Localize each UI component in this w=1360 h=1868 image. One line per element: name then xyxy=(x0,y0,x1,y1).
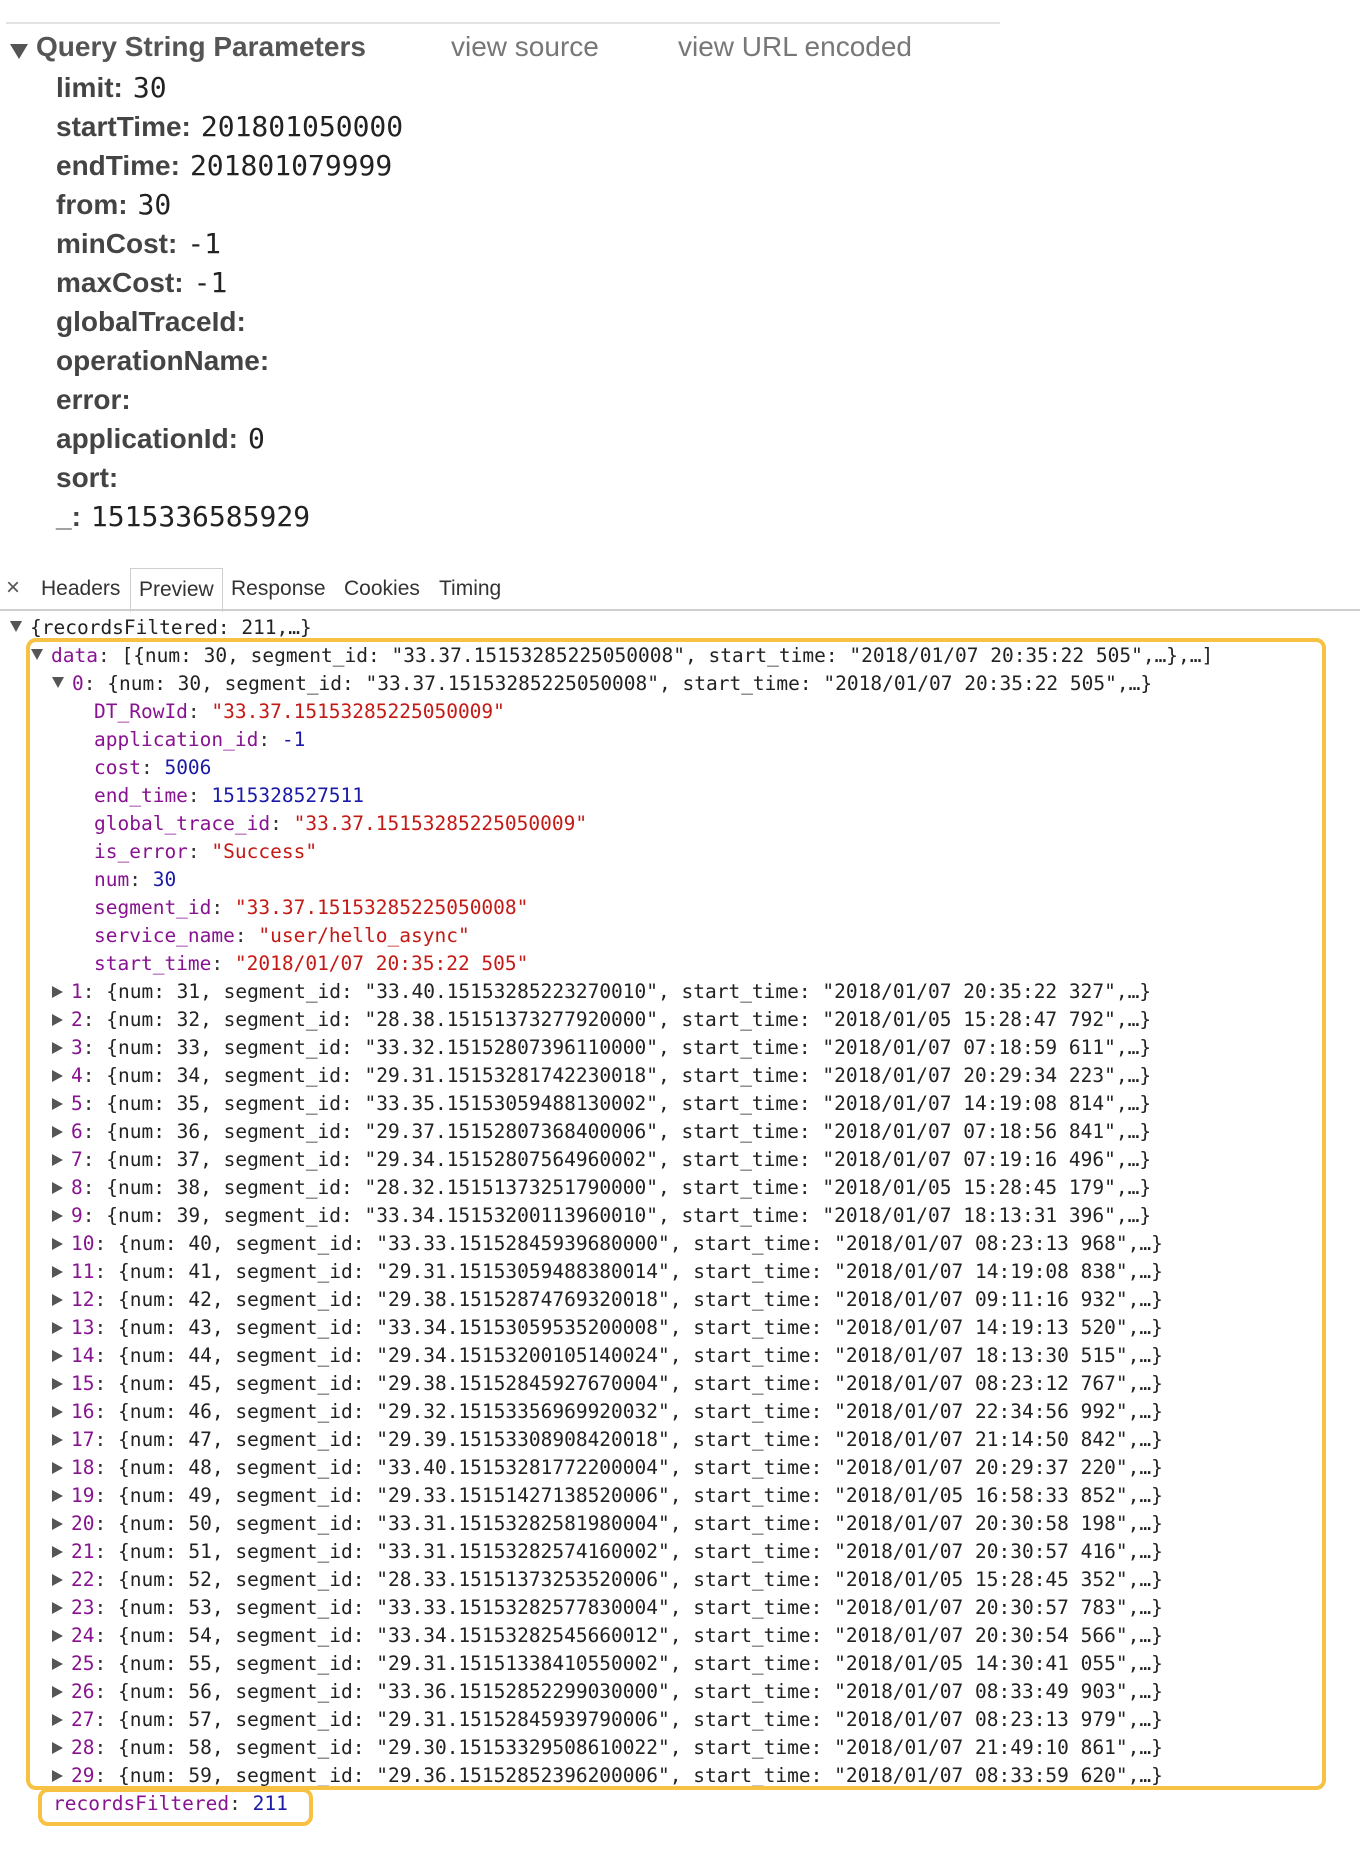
json-key: num xyxy=(94,868,130,891)
json-field-row: segment_id: "33.37.15153285225050008" xyxy=(94,896,529,919)
query-param-value: -1 xyxy=(187,227,222,260)
query-param-row xyxy=(56,146,403,185)
query-param-row xyxy=(56,419,403,458)
json-data-row[interactable]: data: [{num: 30, segment_id: "33.37.15153285225050008", start_time: "2018/01/07 20:35:22 505",…},…] xyxy=(31,642,1213,670)
json-item-summary: {num: 58, segment_id: "29.30.15153329508610022", start_time: "2018/01/07 21:49:10 861",…} xyxy=(117,1736,1163,1759)
query-param-key: limit: xyxy=(56,71,123,103)
query-param-key: operationName: xyxy=(56,344,270,376)
json-item-summary: {num: 45, segment_id: "29.38.15152845927670004", start_time: "2018/01/07 08:23:12 767",…} xyxy=(117,1372,1163,1395)
json-key: start_time xyxy=(94,952,212,975)
json-index: 28 xyxy=(71,1736,95,1759)
json-item-summary: {num: 30, segment_id: "33.37.15153285225050008", start_time: "2018/01/07 20:35:22 505",…} xyxy=(107,672,1153,695)
json-field-row: global_trace_id: "33.37.15153285225050009" xyxy=(94,812,588,835)
json-root-summary: {recordsFiltered: 211,…} xyxy=(30,616,312,639)
json-value: 5006 xyxy=(164,756,212,779)
query-param-row xyxy=(56,224,403,263)
json-item-row[interactable]: 21: {num: 51, segment_id: "33.31.15153282574160002", start_time: "2018/01/07 20:30:57 416",…} xyxy=(52,1538,1163,1566)
json-item-row[interactable]: 1: {num: 31, segment_id: "33.40.15153285223270010", start_time: "2018/01/07 20:35:22 327",…} xyxy=(52,978,1151,1006)
json-field-row: cost: 5006 xyxy=(94,756,212,779)
tab-response[interactable]: Response xyxy=(231,577,326,600)
query-string-header[interactable] xyxy=(0,28,1000,72)
json-item-row[interactable]: 0: {num: 30, segment_id: "33.37.15153285225050008", start_time: "2018/01/07 20:35:22 505",…} xyxy=(52,670,1152,698)
json-item-summary: {num: 50, segment_id: "33.31.15153282581980004", start_time: "2018/01/07 20:30:58 198",…} xyxy=(117,1512,1163,1535)
json-data-summary: [{num: 30, segment_id: "33.37.15153285225050008", start_time: "2018/01/07 20:35:22 505",…},…] xyxy=(121,644,1214,667)
query-param-row xyxy=(56,263,403,302)
json-item-row[interactable]: 19: {num: 49, segment_id: "29.33.15151427138520006", start_time: "2018/01/05 16:58:33 852",…} xyxy=(52,1482,1163,1510)
json-item-row[interactable]: 12: {num: 42, segment_id: "29.38.15152874769320018", start_time: "2018/01/07 09:11:16 932",…} xyxy=(52,1286,1163,1314)
query-param-row xyxy=(56,107,403,146)
json-item-summary: {num: 32, segment_id: "28.38.15151373277920000", start_time: "2018/01/05 15:28:47 792",…} xyxy=(106,1008,1152,1031)
json-index: 17 xyxy=(71,1428,95,1451)
json-index: 14 xyxy=(71,1344,95,1367)
top-divider xyxy=(6,22,1000,24)
json-item-summary: {num: 55, segment_id: "29.31.15151338410550002", start_time: "2018/01/05 14:30:41 055",…} xyxy=(117,1652,1163,1675)
json-item-row[interactable]: 4: {num: 34, segment_id: "29.31.15153281742230018", start_time: "2018/01/07 20:29:34 223",…} xyxy=(52,1062,1151,1090)
json-item-summary: {num: 46, segment_id: "29.32.15153356969920032", start_time: "2018/01/07 22:34:56 992",…} xyxy=(117,1400,1163,1423)
json-item-row[interactable]: 29: {num: 59, segment_id: "29.36.15152852396200006", start_time: "2018/01/07 08:33:59 620",…} xyxy=(52,1762,1163,1790)
json-key: data xyxy=(51,644,98,667)
json-field-row: end_time: 1515328527511 xyxy=(94,784,365,807)
json-key: service_name xyxy=(94,924,235,947)
query-param-row xyxy=(56,380,403,419)
json-item-summary: {num: 41, segment_id: "29.31.15153059488380014", start_time: "2018/01/07 14:19:08 838",…} xyxy=(117,1260,1163,1283)
json-index: 26 xyxy=(71,1680,95,1703)
json-item-row[interactable]: 20: {num: 50, segment_id: "33.31.15153282581980004", start_time: "2018/01/07 20:30:58 198",…} xyxy=(52,1510,1163,1538)
json-index: 2 xyxy=(71,1008,83,1031)
query-param-key: minCost: xyxy=(56,227,178,259)
json-index: 27 xyxy=(71,1708,95,1731)
json-item-row[interactable]: 28: {num: 58, segment_id: "29.30.15153329508610022", start_time: "2018/01/07 21:49:10 861",…} xyxy=(52,1734,1163,1762)
json-value: "33.37.15153285225050008" xyxy=(234,896,529,919)
query-param-key: endTime: xyxy=(56,149,180,181)
json-field-row: start_time: "2018/01/07 20:35:22 505" xyxy=(94,952,529,975)
json-key: end_time xyxy=(94,784,188,807)
json-index: 29 xyxy=(71,1764,95,1787)
json-index: 8 xyxy=(71,1176,83,1199)
json-item-summary: {num: 35, segment_id: "33.35.15153059488130002", start_time: "2018/01/07 14:19:08 814",…} xyxy=(106,1092,1152,1115)
json-item-summary: {num: 39, segment_id: "33.34.15153200113960010", start_time: "2018/01/07 18:13:31 396",…} xyxy=(106,1204,1152,1227)
close-icon[interactable]: × xyxy=(6,574,21,601)
view-url-encoded-link[interactable]: view URL encoded xyxy=(678,31,912,62)
json-index: 15 xyxy=(71,1372,95,1395)
json-value: 1515328527511 xyxy=(211,784,365,807)
query-param-key: applicationId: xyxy=(56,422,238,454)
query-string-title[interactable]: Query String Parameters xyxy=(36,31,366,62)
json-field-row: num: 30 xyxy=(94,868,177,891)
json-item-row[interactable]: 16: {num: 46, segment_id: "29.32.15153356969920032", start_time: "2018/01/07 22:34:56 992",…} xyxy=(52,1398,1163,1426)
json-index: 24 xyxy=(71,1624,95,1647)
json-item-summary: {num: 57, segment_id: "29.31.15152845939790006", start_time: "2018/01/07 08:23:13 979",…} xyxy=(117,1708,1163,1731)
query-param-value: 30 xyxy=(132,71,167,104)
json-value: "Success" xyxy=(211,840,318,863)
network-detail-tabs xyxy=(0,566,1360,610)
tab-preview[interactable]: Preview xyxy=(130,568,223,613)
json-value: "user/hello_async" xyxy=(258,924,470,947)
json-item-summary: {num: 49, segment_id: "29.33.15151427138520006", start_time: "2018/01/05 16:58:33 852",…} xyxy=(117,1484,1163,1507)
json-item-summary: {num: 56, segment_id: "33.36.15152852299030000", start_time: "2018/01/07 08:33:49 903",…} xyxy=(117,1680,1163,1703)
json-value: 30 xyxy=(152,868,177,891)
json-index: 4 xyxy=(71,1064,83,1087)
json-item-row[interactable]: 13: {num: 43, segment_id: "33.34.15153059535200008", start_time: "2018/01/07 14:19:13 520",…} xyxy=(52,1314,1163,1342)
query-param-key: globalTraceId: xyxy=(56,305,246,337)
json-item-row[interactable]: 8: {num: 38, segment_id: "28.32.15151373251790000", start_time: "2018/01/05 15:28:45 179",…} xyxy=(52,1174,1151,1202)
query-param-value: 0 xyxy=(248,422,265,455)
json-item-summary: {num: 31, segment_id: "33.40.15153285223270010", start_time: "2018/01/07 20:35:22 327",…} xyxy=(106,980,1152,1003)
json-value: -1 xyxy=(281,728,306,751)
json-item-summary: {num: 51, segment_id: "33.31.15153282574160002", start_time: "2018/01/07 20:30:57 416",…} xyxy=(117,1540,1163,1563)
json-item-row[interactable]: 25: {num: 55, segment_id: "29.31.15151338410550002", start_time: "2018/01/05 14:30:41 055",…} xyxy=(52,1650,1163,1678)
json-item-summary: {num: 34, segment_id: "29.31.15153281742230018", start_time: "2018/01/07 20:29:34 223",…} xyxy=(106,1064,1152,1087)
json-index: 13 xyxy=(71,1316,95,1339)
json-field-row: application_id: -1 xyxy=(94,728,306,751)
json-item-summary: {num: 37, segment_id: "29.34.15152807564960002", start_time: "2018/01/07 07:19:16 496",…} xyxy=(106,1148,1152,1171)
json-item-summary: {num: 59, segment_id: "29.36.15152852396200006", start_time: "2018/01/07 08:33:59 620",…} xyxy=(117,1764,1163,1787)
json-key: cost xyxy=(94,756,141,779)
query-param-key: maxCost: xyxy=(56,266,184,298)
json-item-summary: {num: 40, segment_id: "33.33.15152845939680000", start_time: "2018/01/07 08:23:13 968",…} xyxy=(117,1232,1163,1255)
query-param-value: 201801079999 xyxy=(189,149,393,182)
json-index: 18 xyxy=(71,1456,95,1479)
json-item-summary: {num: 36, segment_id: "29.37.15152807368400006", start_time: "2018/01/07 07:18:56 841",…} xyxy=(106,1120,1152,1143)
json-item-row[interactable]: 6: {num: 36, segment_id: "29.37.15152807368400006", start_time: "2018/01/07 07:18:56 841",…} xyxy=(52,1118,1151,1146)
query-param-row xyxy=(56,185,403,224)
json-index: 12 xyxy=(71,1288,95,1311)
json-value: "33.37.15153285225050009" xyxy=(211,700,505,723)
json-field-row: DT_RowId: "33.37.15153285225050009" xyxy=(94,700,505,723)
query-param-value: 201801050000 xyxy=(200,110,404,143)
json-item-summary: {num: 42, segment_id: "29.38.15152874769320018", start_time: "2018/01/07 09:11:16 932",…} xyxy=(117,1288,1163,1311)
query-param-key: startTime: xyxy=(56,110,191,142)
json-item-row[interactable]: 9: {num: 39, segment_id: "33.34.15153200113960010", start_time: "2018/01/07 18:13:31 396",…} xyxy=(52,1202,1151,1230)
json-key: global_trace_id xyxy=(94,812,271,835)
json-item-row[interactable]: 22: {num: 52, segment_id: "28.33.15151373253520006", start_time: "2018/01/05 15:28:45 352",…} xyxy=(52,1566,1163,1594)
json-key: segment_id xyxy=(94,896,212,919)
json-item-row[interactable]: 11: {num: 41, segment_id: "29.31.15153059488380014", start_time: "2018/01/07 14:19:08 838",…} xyxy=(52,1258,1163,1286)
json-index: 0 xyxy=(72,672,84,695)
query-param-row xyxy=(56,458,403,497)
json-index: 22 xyxy=(71,1568,95,1591)
json-item-row[interactable]: 17: {num: 47, segment_id: "29.39.15153308908420018", start_time: "2018/01/07 21:14:50 842",…} xyxy=(52,1426,1163,1454)
tab-headers[interactable]: Headers xyxy=(41,577,121,600)
json-item-row[interactable]: 3: {num: 33, segment_id: "33.32.15152807396110000", start_time: "2018/01/07 07:18:59 611",…} xyxy=(52,1034,1151,1062)
json-index: 16 xyxy=(71,1400,95,1423)
records-filtered-value: 211 xyxy=(252,1792,288,1815)
json-value: "2018/01/07 20:35:22 505" xyxy=(234,952,529,975)
json-item-summary: {num: 52, segment_id: "28.33.15151373253520006", start_time: "2018/01/05 15:28:45 352",…} xyxy=(117,1568,1163,1591)
json-index: 9 xyxy=(71,1204,83,1227)
query-param-value: -1 xyxy=(193,266,228,299)
json-item-summary: {num: 33, segment_id: "33.32.15152807396110000", start_time: "2018/01/07 07:18:59 611",…} xyxy=(106,1036,1152,1059)
json-item-summary: {num: 43, segment_id: "33.34.15153059535200008", start_time: "2018/01/07 14:19:13 520",…} xyxy=(117,1316,1163,1339)
json-item-row[interactable]: 15: {num: 45, segment_id: "29.38.15152845927670004", start_time: "2018/01/07 08:23:12 767",…} xyxy=(52,1370,1163,1398)
query-param-key: sort: xyxy=(56,461,119,493)
json-key: recordsFiltered xyxy=(53,1792,230,1815)
json-item-summary: {num: 47, segment_id: "29.39.15153308908420018", start_time: "2018/01/07 21:14:50 842",…} xyxy=(117,1428,1163,1451)
json-item-summary: {num: 48, segment_id: "33.40.15153281772200004", start_time: "2018/01/07 20:29:37 220",…} xyxy=(117,1456,1163,1479)
query-param-value: 1515336585929 xyxy=(90,500,311,533)
json-index: 21 xyxy=(71,1540,95,1563)
json-item-summary: {num: 54, segment_id: "33.34.15153282545660012", start_time: "2018/01/07 20:30:54 566",…} xyxy=(117,1624,1163,1647)
query-param-key: from: xyxy=(56,188,128,220)
json-index: 23 xyxy=(71,1596,95,1619)
json-item-row[interactable]: 24: {num: 54, segment_id: "33.34.15153282545660012", start_time: "2018/01/07 20:30:54 566",…} xyxy=(52,1622,1163,1650)
json-index: 19 xyxy=(71,1484,95,1507)
query-param-row xyxy=(56,68,403,107)
query-param-row xyxy=(56,497,403,536)
json-key: application_id xyxy=(94,728,259,751)
json-key: is_error xyxy=(94,840,188,863)
json-item-summary: {num: 53, segment_id: "33.33.15153282577830004", start_time: "2018/01/07 20:30:57 783",…} xyxy=(117,1596,1163,1619)
json-item-row[interactable]: 23: {num: 53, segment_id: "33.33.15153282577830004", start_time: "2018/01/07 20:30:57 783",…} xyxy=(52,1594,1163,1622)
highlight-records-box xyxy=(38,1788,313,1826)
json-key: DT_RowId xyxy=(94,700,188,723)
query-param-value: 30 xyxy=(137,188,172,221)
json-item-summary: {num: 44, segment_id: "29.34.15153200105140024", start_time: "2018/01/07 18:13:30 515",…} xyxy=(117,1344,1163,1367)
tab-timing[interactable]: Timing xyxy=(439,577,502,600)
json-index: 25 xyxy=(71,1652,95,1675)
json-item-row[interactable]: 5: {num: 35, segment_id: "33.35.15153059488130002", start_time: "2018/01/07 14:19:08 814",…} xyxy=(52,1090,1151,1118)
tabbar-divider xyxy=(0,609,1360,611)
json-item-row[interactable]: 2: {num: 32, segment_id: "28.38.15151373277920000", start_time: "2018/01/05 15:28:47 792",…} xyxy=(52,1006,1151,1034)
json-value: "33.37.15153285225050009" xyxy=(293,812,588,835)
json-index: 3 xyxy=(71,1036,83,1059)
json-index: 20 xyxy=(71,1512,95,1535)
json-index: 6 xyxy=(71,1120,83,1143)
query-param-key: error: xyxy=(56,383,131,415)
json-item-row[interactable]: 7: {num: 37, segment_id: "29.34.15152807564960002", start_time: "2018/01/07 07:19:16 496",…} xyxy=(52,1146,1151,1174)
json-field-row: is_error: "Success" xyxy=(94,840,318,863)
json-item-row[interactable]: 26: {num: 56, segment_id: "33.36.15152852299030000", start_time: "2018/01/07 08:33:49 903",…} xyxy=(52,1678,1163,1706)
expand-triangle-icon[interactable] xyxy=(10,621,22,632)
view-source-link[interactable]: view source xyxy=(451,31,599,62)
json-item-row[interactable]: 27: {num: 57, segment_id: "29.31.15152845939790006", start_time: "2018/01/07 08:23:13 979",…} xyxy=(52,1706,1163,1734)
tab-cookies[interactable]: Cookies xyxy=(344,577,420,600)
json-item-summary: {num: 38, segment_id: "28.32.15151373251790000", start_time: "2018/01/05 15:28:45 179",…} xyxy=(106,1176,1152,1199)
query-param-key: _: xyxy=(56,500,81,532)
highlight-data-box xyxy=(26,638,1326,1790)
json-item-row[interactable]: 14: {num: 44, segment_id: "29.34.15153200105140024", start_time: "2018/01/07 18:13:30 515",…} xyxy=(52,1342,1163,1370)
json-index: 1 xyxy=(71,980,83,1003)
json-index: 10 xyxy=(71,1232,95,1255)
records-filtered-row: recordsFiltered: 211 xyxy=(53,1792,288,1815)
json-item-row[interactable]: 10: {num: 40, segment_id: "33.33.15152845939680000", start_time: "2018/01/07 08:23:13 968",…} xyxy=(52,1230,1163,1258)
query-param-row xyxy=(56,302,403,341)
query-param-list xyxy=(56,68,403,536)
json-field-row: service_name: "user/hello_async" xyxy=(94,924,470,947)
json-item-row[interactable]: 18: {num: 48, segment_id: "33.40.15153281772200004", start_time: "2018/01/07 20:29:37 220",…} xyxy=(52,1454,1163,1482)
collapse-triangle-icon[interactable] xyxy=(10,44,28,59)
json-index: 7 xyxy=(71,1148,83,1171)
query-param-row xyxy=(56,341,403,380)
json-index: 5 xyxy=(71,1092,83,1115)
json-index: 11 xyxy=(71,1260,95,1283)
